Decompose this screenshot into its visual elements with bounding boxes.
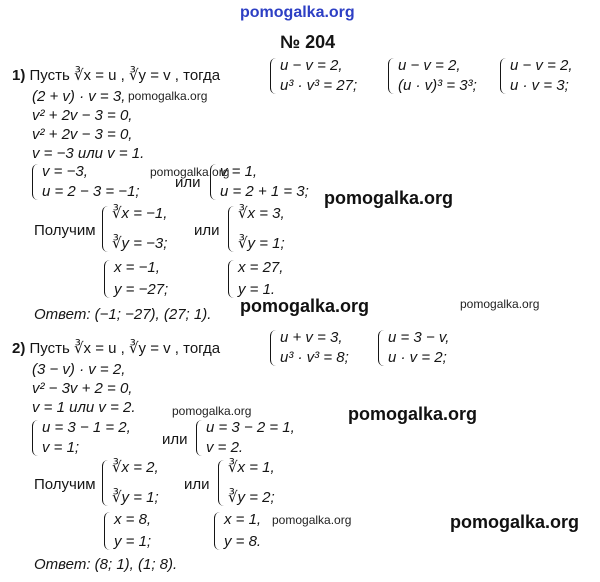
part2-got-system-1: [102, 460, 159, 506]
system-row: u = 3 − 1 = 2,: [42, 419, 131, 436]
system-row: y = 1;: [114, 533, 152, 550]
part2-case-2: [196, 420, 295, 456]
system-row: ∛x = 3,: [238, 205, 285, 222]
part2-system-b: [378, 330, 449, 366]
system-row: x = 8,: [114, 511, 152, 528]
watermark: pomogalka.org: [272, 513, 352, 527]
system-row: ∛x = 2,: [112, 459, 159, 476]
or-word: или: [184, 476, 210, 493]
watermark-top: pomogalka.org: [240, 4, 355, 21]
part1-system-c: [500, 58, 573, 94]
or-word: или: [175, 174, 201, 191]
system-row: y = −27;: [114, 281, 169, 298]
watermark: pomogalka.org: [460, 297, 540, 311]
system-row: u − v = 2,: [280, 57, 343, 74]
part1-answer: Ответ: (−1; −27), (27; 1).: [34, 306, 212, 323]
part1-number: 1): [12, 67, 26, 84]
part2-line-2: v² − 3v + 2 = 0,: [32, 380, 133, 397]
system-row: v = 1,: [220, 163, 258, 180]
system-row: u = 3 − v,: [388, 329, 450, 346]
system-row: x = −1,: [114, 259, 160, 276]
part1-result-2: [228, 260, 283, 298]
part2-answer: Ответ: (8; 1), (1; 8).: [34, 556, 178, 573]
system-row: u − v = 2,: [398, 57, 461, 74]
system-row: v = −3,: [42, 163, 88, 180]
part2-system-a: [270, 330, 349, 366]
system-row: u · v = 3;: [510, 77, 569, 94]
system-row: u − v = 2,: [510, 57, 573, 74]
system-row: y = 8.: [224, 533, 262, 550]
or-word: или: [162, 431, 188, 448]
part1-line-3: v² + 2v − 3 = 0,: [32, 126, 133, 143]
system-row: ∛y = 1;: [238, 235, 285, 252]
watermark: pomogalka.org: [240, 296, 370, 316]
part1-system-a: [270, 58, 357, 94]
part2-line-3: v = 1 или v = 2.: [32, 399, 136, 416]
page-title: № 204: [280, 32, 336, 52]
system-row: u · v = 2;: [388, 349, 447, 366]
part2-intro-row: [12, 340, 220, 357]
watermark: pomogalka.org: [324, 188, 454, 208]
system-row: u³ · v³ = 27;: [280, 77, 358, 94]
part1-intro: Пусть ∛x = u , ∛y = v , тогда: [29, 67, 221, 84]
watermark: pomogalka.org: [172, 404, 252, 418]
part2-intro: Пусть ∛x = u , ∛y = v , тогда: [29, 340, 221, 357]
part1-line-2: v² + 2v − 3 = 0,: [32, 107, 133, 124]
part2-case-1: [32, 420, 131, 456]
system-row: x = 1,: [224, 511, 262, 528]
watermark: pomogalka.org: [348, 404, 478, 424]
part1-got-label: Получим: [34, 222, 96, 239]
system-row: x = 27,: [238, 259, 284, 276]
system-row: u³ · v³ = 8;: [280, 349, 349, 366]
part1-result-1: [104, 260, 168, 298]
part1-got-system-2: [228, 206, 285, 252]
part2-got-system-2: [218, 460, 275, 506]
part2-result-1: [104, 512, 151, 550]
system-row: v = 2.: [206, 439, 244, 456]
watermark: pomogalka.org: [450, 512, 580, 532]
part2-line-1: (3 − v) · v = 2,: [32, 361, 126, 378]
or-word: или: [194, 222, 220, 239]
part2-got-label: Получим: [34, 476, 96, 493]
system-row: ∛x = −1,: [112, 205, 168, 222]
system-row: ∛y = −3;: [112, 235, 168, 252]
part1-line-1: (2 + v) · v = 3,: [32, 88, 126, 105]
system-row: u = 3 − 2 = 1,: [206, 419, 295, 436]
system-row: u = 2 + 1 = 3;: [220, 183, 309, 200]
part1-line-4: v = −3 или v = 1.: [32, 145, 145, 162]
part1-case-1: [32, 164, 140, 200]
watermark: pomogalka.org: [128, 89, 208, 103]
watermark: pomogalka.org: [150, 165, 230, 179]
system-row: u + v = 3,: [280, 329, 343, 346]
part1-system-b: [388, 58, 477, 94]
part1-intro-row: [12, 67, 220, 84]
part2-result-2: [214, 512, 261, 550]
system-row: ∛x = 1,: [228, 459, 275, 476]
part1-got-system-1: [102, 206, 167, 252]
system-row: u = 2 − 3 = −1;: [42, 183, 140, 200]
part1-case-2: [210, 164, 309, 200]
system-row: (u · v)³ = 3³;: [398, 77, 477, 94]
system-row: v = 1;: [42, 439, 80, 456]
system-row: ∛y = 1;: [112, 489, 159, 506]
system-row: ∛y = 2;: [228, 489, 275, 506]
system-row: y = 1.: [238, 281, 276, 298]
part2-number: 2): [12, 340, 26, 357]
